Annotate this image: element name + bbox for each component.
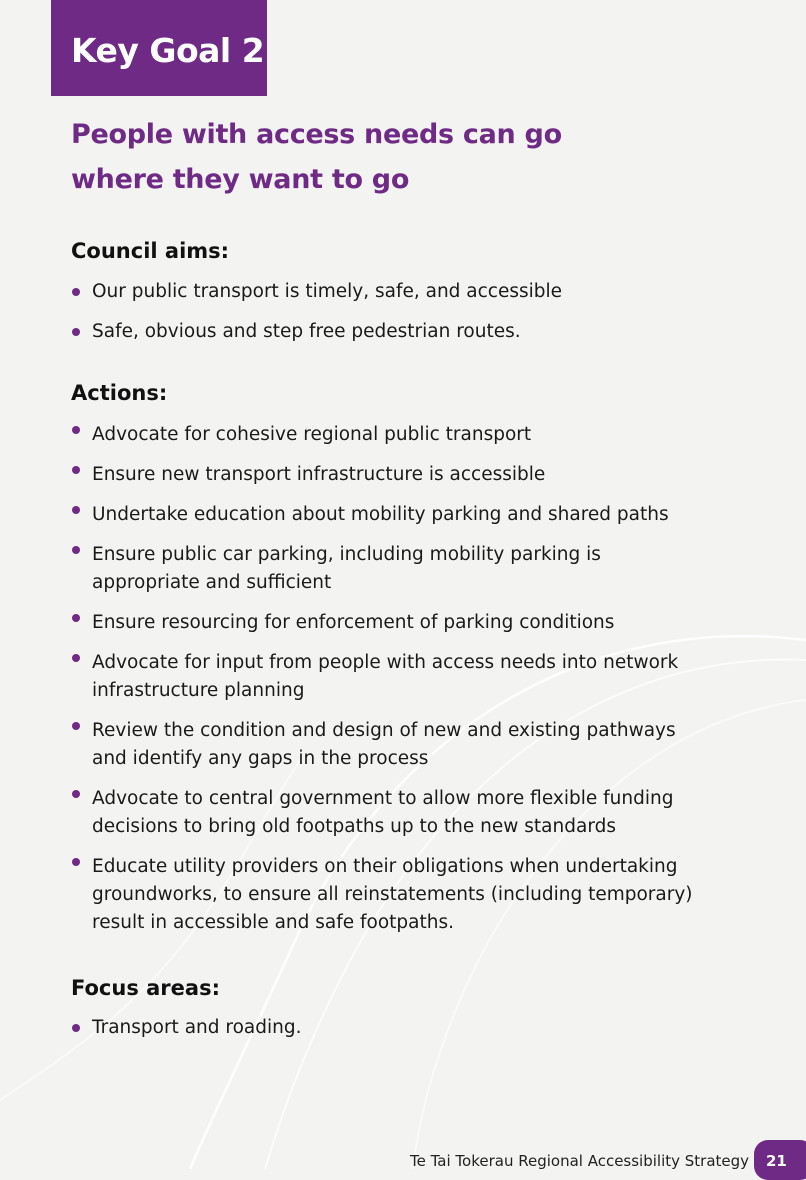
focus-areas-list [71,1014,701,1042]
list-item [71,461,701,489]
page-number: 21 [766,1152,787,1170]
bullet-icon [72,466,80,474]
bullet-icon [72,546,80,554]
action-text: Educate utility providers on their obligations when undertaking groundworks, to ensure all reinstatements (including temporary) result in accessible and safe footpaths. [92,856,693,933]
action-text: Advocate for input from people with access needs into network infrastructure planning [92,652,679,701]
list-item [71,541,701,597]
bullet-icon [72,654,80,662]
action-text: Ensure public car parking, including mobility parking is appropriate and sufficient [92,544,601,593]
list-item [71,1014,701,1042]
list-item [71,421,701,449]
council-aims-list [71,278,701,358]
footer-document-title: Te Tai Tokerau Regional Accessibility Strategy [410,1152,750,1170]
goal-subtitle: People with access needs can go where they want to go [71,119,562,195]
list-item [71,609,701,637]
list-item [71,785,701,841]
action-text: Undertake education about mobility parking and shared paths [92,504,669,525]
focus-areas-heading: Focus areas: [71,976,220,1000]
council-aims-heading: Council aims: [71,239,230,263]
bullet-icon [72,1024,80,1032]
list-item [71,278,701,306]
action-text: Advocate for cohesive regional public transport [92,424,532,445]
action-text: Review the condition and design of new and existing pathways and identify any gaps in the process [92,720,676,769]
bullet-icon [72,858,80,866]
key-goal-banner [51,0,267,96]
focus-area-text: Transport and roading. [92,1017,302,1038]
action-text: Ensure resourcing for enforcement of parking conditions [92,612,615,633]
key-goal-title: Key Goal 2 [71,31,265,70]
council-aim-text: Our public transport is timely, safe, and accessible [92,281,563,302]
list-item [71,717,701,773]
action-text: Advocate to central government to allow more flexible funding decisions to bring old footpaths up to the new standards [92,788,674,837]
bullet-icon [72,328,80,336]
list-item [71,501,701,529]
bullet-icon [72,722,80,730]
bullet-icon [72,506,80,514]
bullet-icon [72,790,80,798]
page-number-tab [754,1140,806,1180]
council-aim-text: Safe, obvious and step free pedestrian routes. [92,321,521,342]
list-item [71,853,701,937]
bullet-icon [72,288,80,296]
bullet-icon [72,614,80,622]
list-item [71,649,701,705]
action-text: Ensure new transport infrastructure is accessible [92,464,546,485]
bullet-icon [72,426,80,434]
actions-list [71,421,701,949]
actions-heading: Actions: [71,381,168,405]
list-item [71,318,701,346]
